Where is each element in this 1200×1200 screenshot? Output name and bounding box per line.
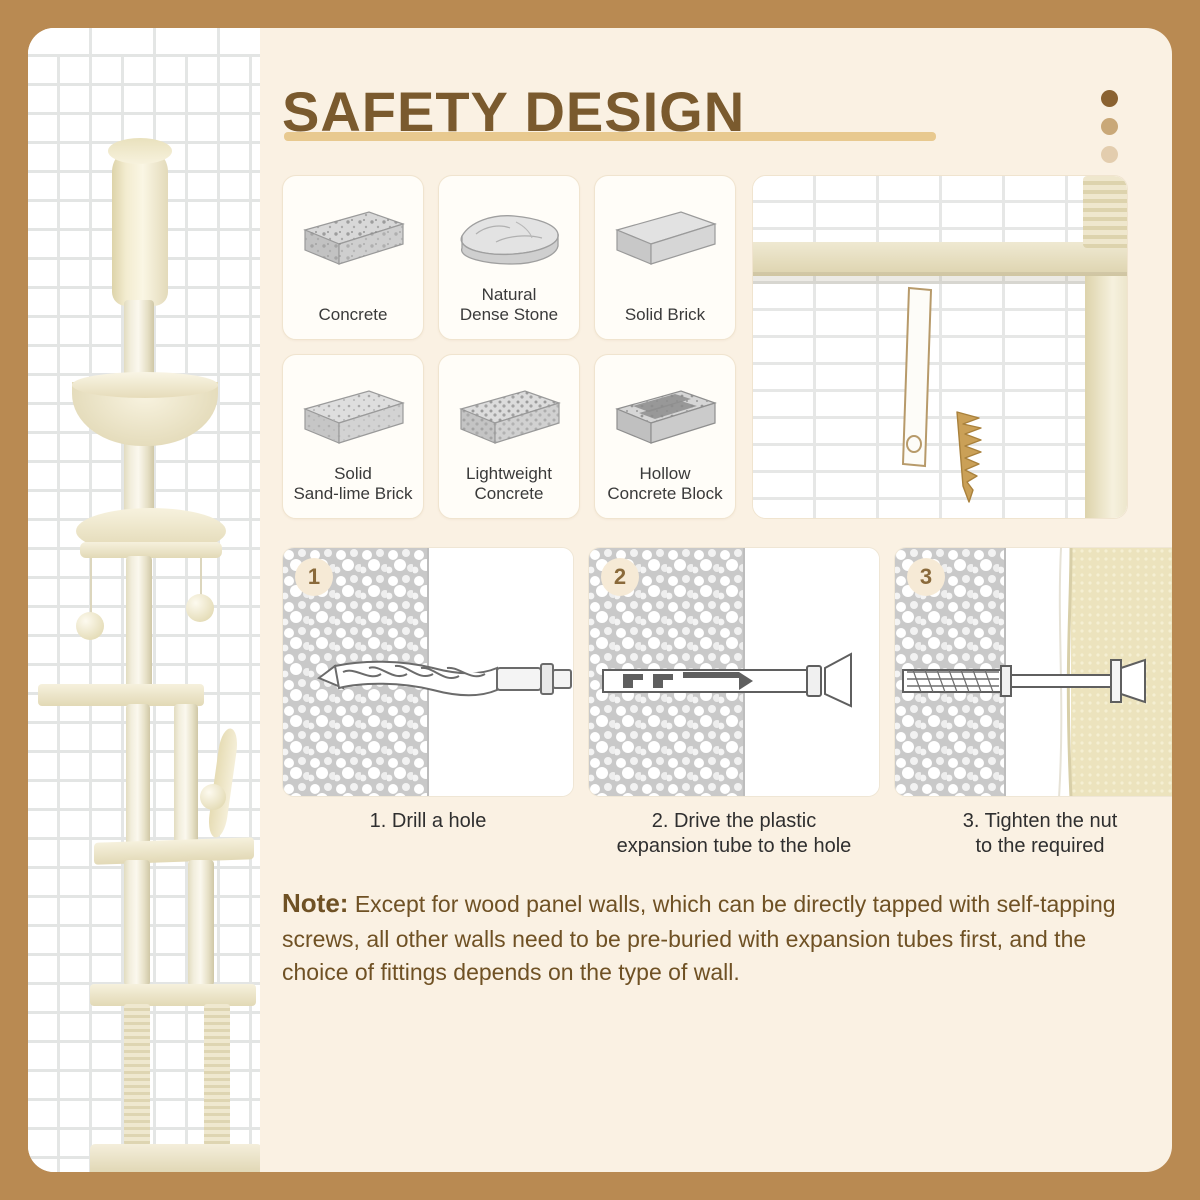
material-label [460,464,558,504]
step-image [894,547,1172,797]
installation-steps [282,547,1128,859]
solid-brick-icon [609,194,721,276]
material-card [438,354,580,519]
photo-plush-post [1085,276,1128,519]
poster-content [260,28,1172,1172]
cat-tree-base [90,1144,260,1172]
cat-tree-top-rim [108,138,172,164]
poster-card [28,28,1172,1172]
mounting-plate-icon [881,284,953,474]
material-label-line: Natural [481,284,537,304]
step-caption-line: 3. Tighten the nut [962,810,1118,832]
cat-tree-post-4b [188,860,214,986]
cat-tree-bed-plate [80,542,222,558]
step-item [588,547,880,859]
material-card [438,175,580,340]
step-caption-line: 1. Drill a hole [369,810,487,832]
step-caption [894,809,1172,859]
step-number: 1 [295,558,333,596]
photo-shelf [753,242,1128,276]
material-label-line: Lightweight [465,463,552,483]
natural-stone-icon [452,194,566,276]
material-card [594,354,736,519]
material-label [619,305,711,325]
cat-tree-sisal-post-a [124,1004,150,1146]
material-card [594,175,736,340]
cat-tree-platform-3 [38,684,204,706]
step-caption [588,809,880,859]
toy-ball-3 [200,784,226,810]
wall-mount-photo [752,175,1128,519]
screw-icon [949,408,995,506]
material-label [313,305,394,325]
materials-and-photo-row [282,175,1128,519]
material-label-line: Concrete [474,483,544,503]
step-image [588,547,880,797]
step-number: 3 [907,558,945,596]
material-label-line: Solid Brick [624,304,706,324]
cat-tree-bowl-rim [72,372,218,398]
step-item [282,547,574,859]
toy-ball-1 [76,612,104,640]
hollow-concrete-block-icon [609,373,721,455]
material-label-line: Solid [334,463,372,483]
cat-tree-mid-post [126,556,152,692]
step-caption [282,809,574,834]
material-label [601,464,728,504]
material-label-line: Sand-lime Brick [293,483,413,503]
concrete-block-icon [297,194,409,276]
step-image [282,547,574,797]
material-card [282,354,424,519]
toy-string-2 [200,558,202,598]
material-label-line: Concrete Block [607,483,723,503]
step-number: 2 [601,558,639,596]
note-label: Note: [282,888,349,918]
cat-tree-post-3b [174,704,198,854]
lightweight-concrete-icon [453,373,565,455]
toy-string-1 [90,558,92,614]
cat-tree-platform-5 [90,984,256,1006]
wall-materials-grid [282,175,736,519]
toy-ball-2 [186,594,214,622]
note-text: Except for wood panel walls, which can be directly tapped with self-tapping screws, all other walls need to be pre-buried with expansion tubes first, and the choice of fittings depends on the type of wall. [282,891,1116,986]
product-photo [28,28,260,1172]
step-caption-line: to the required [975,835,1105,857]
material-card [282,175,424,340]
page-title: SAFETY DESIGN [282,80,746,143]
dot-light [1101,146,1118,163]
material-label-line: Dense Stone [459,304,559,324]
cat-tree-post-4a [124,860,150,986]
cat-tree-sisal-post-b [204,1004,230,1146]
material-label-line: Hollow [639,463,691,483]
material-label [287,464,418,504]
cat-tree-post-3a [126,704,150,854]
photo-sisal-post [1083,176,1128,248]
photo-shelf-shadow [753,272,1128,284]
step-caption-line: 2. Drive the plastic [651,810,817,832]
material-label-line: Concrete [318,304,388,324]
note-block [282,885,1128,989]
step-caption-line: expansion tube to the hole [616,835,852,857]
cat-tree-top-tube [112,146,168,306]
step-item [894,547,1172,859]
sand-lime-brick-icon [297,373,409,455]
material-label [454,285,564,325]
